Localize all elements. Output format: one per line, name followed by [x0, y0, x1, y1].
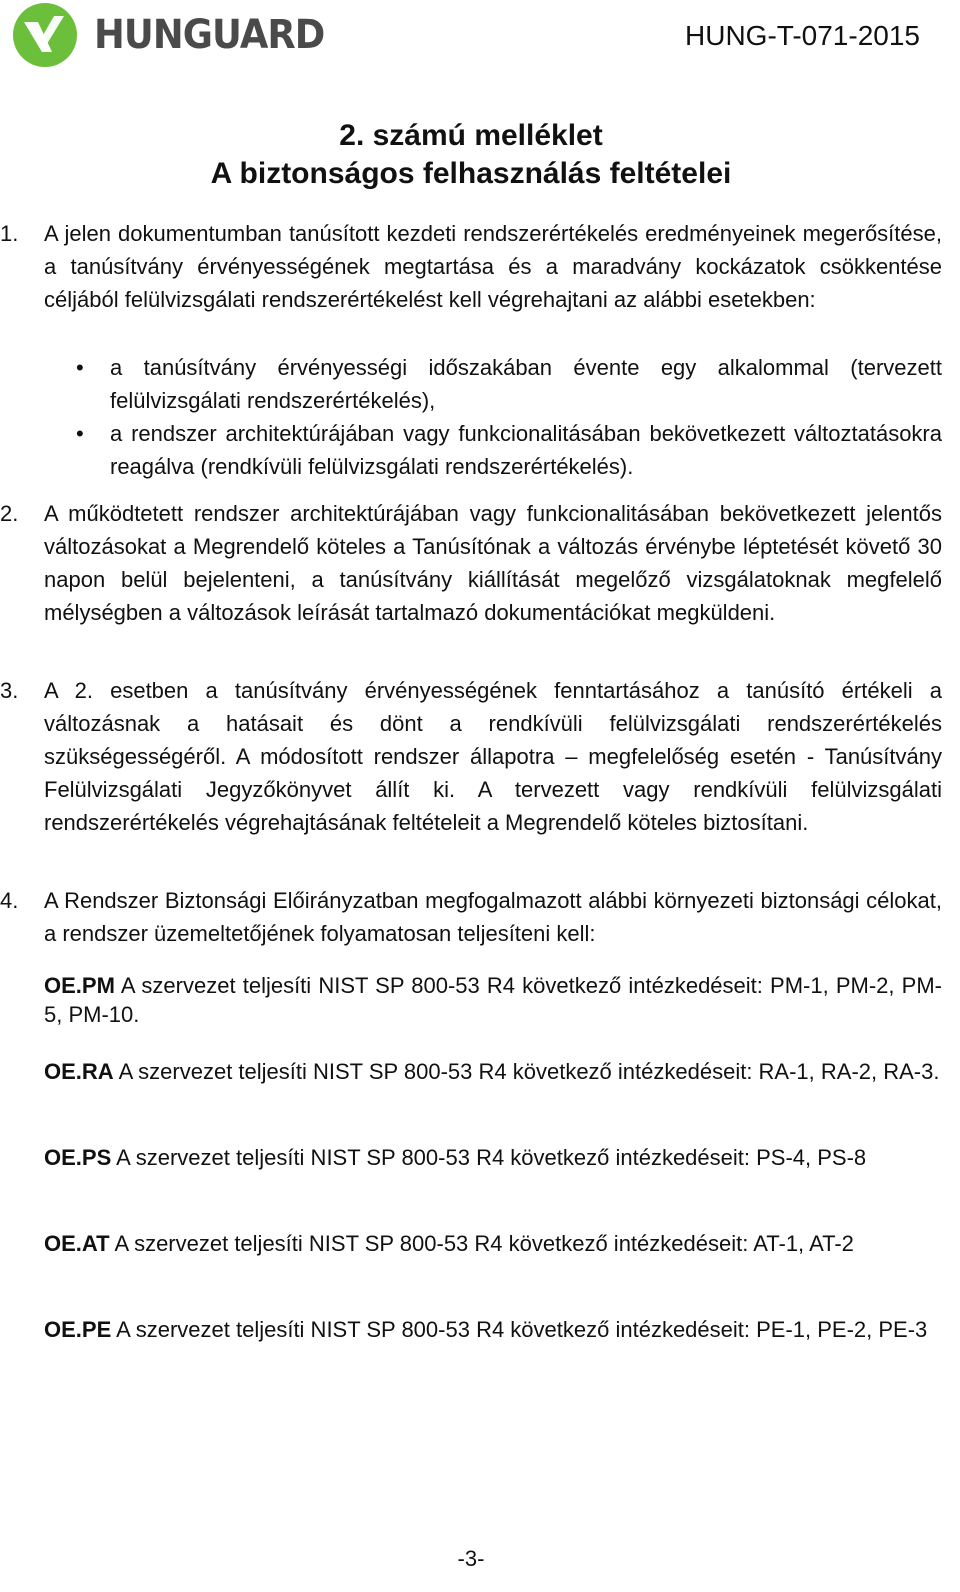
objective-code: OE.PE	[44, 1317, 112, 1342]
logo-text: HUNGUARD	[94, 12, 325, 58]
bullet-text: a rendszer architektúrájában vagy funkcionalitásában bekövetkezett változtatásokra reagálva (rendkívüli felülvizsgálati rendszerértékelés).	[110, 421, 942, 479]
page-header	[0, 0, 960, 80]
bullet-list	[0, 351, 942, 483]
objective-text: A szervezet teljesíti NIST SP 800-53 R4 következő intézkedéseit: PE-1, PE-2, PE-3	[111, 1317, 928, 1342]
checkmark-logo-icon	[12, 2, 78, 68]
list-item	[0, 884, 942, 950]
objective-pm	[44, 971, 942, 1029]
list-item	[0, 674, 942, 839]
objective-code: OE.PS	[44, 1145, 112, 1170]
objective-ra	[44, 1057, 942, 1086]
objective-code: OE.PM	[44, 973, 115, 998]
objective-pe	[44, 1315, 942, 1344]
objective-text: A szervezet teljesíti NIST SP 800-53 R4 következő intézkedéseit: PM-1, PM-2, PM-5, PM-10.	[44, 973, 942, 1027]
objective-text: A szervezet teljesíti NIST SP 800-53 R4 következő intézkedéseit: AT-1, AT-2	[109, 1231, 854, 1256]
item-number: 1.	[0, 221, 19, 246]
bullet-icon: •	[76, 421, 84, 446]
item-number: 2.	[0, 501, 19, 526]
list-item	[0, 497, 942, 629]
objective-text: A szervezet teljesíti NIST SP 800-53 R4 következő intézkedéseit: RA-1, RA-2, RA-3.	[113, 1059, 940, 1084]
document-id: HUNG-T-071-2015	[685, 20, 920, 51]
bullet-item	[76, 417, 942, 483]
item-text: A 2. esetben a tanúsítvány érvényességének fenntartásához a tanúsító értékeli a változásnak a hatásait és dönt a rendkívüli felülvizsgálati rendszerértékelés szükségességéről. A módosított rendszer állapotra – megfelelőség esetén - Tanúsítvány Felülvizsgálati Jegyzőkönyvet állít ki. A tervezett vagy rendkívüli felülvizsgálati rendszerértékelés végrehajtásának feltételeit a Megrendelő köteles biztosítani.	[44, 678, 942, 835]
objective-code: OE.RA	[44, 1059, 114, 1084]
bullet-item	[76, 351, 942, 417]
item-text: A Rendszer Biztonsági Előirányzatban megfogalmazott alábbi környezeti biztonsági célokat, a rendszer üzemeltetőjének folyamatosan teljesíteni kell:	[44, 888, 942, 946]
list-item	[0, 217, 942, 316]
item-text: A jelen dokumentumban tanúsított kezdeti rendszerértékelés eredményeinek megerősítése, a tanúsítvány érvényességének megtartása és a maradvány kockázatok csökkentése céljából felülvizsgálati rendszerértékelést kell végrehajtani az alábbi esetekben:	[44, 221, 942, 312]
objective-code: OE.AT	[44, 1231, 110, 1256]
annex-number: 2. számú melléklet	[339, 119, 603, 152]
page-number: -3-	[457, 1546, 485, 1571]
item-number: 3.	[0, 678, 19, 703]
objective-at	[44, 1229, 942, 1258]
page-title: A biztonságos felhasználás feltételei	[210, 157, 732, 190]
bullet-text: a tanúsítvány érvényességi időszakában évente egy alkalommal (tervezett felülvizsgálati rendszerértékelés),	[110, 355, 942, 413]
item-number: 4.	[0, 888, 19, 913]
bullet-icon: •	[76, 355, 84, 380]
objective-ps	[44, 1143, 942, 1172]
item-text: A működtetett rendszer architektúrájában vagy funkcionalitásában bekövetkezett jelentős változásokat a Megrendelő köteles a Tanúsítónak a változás érvénybe léptetését követő 30 napon belül bejelenteni, a tanúsítvány kiállítását megelőző vizsgálatoknak megfelelő mélységben a változások leírását tartalmazó dokumentációkat megküldeni.	[44, 501, 942, 625]
objective-text: A szervezet teljesíti NIST SP 800-53 R4 következő intézkedéseit: PS-4, PS-8	[111, 1145, 867, 1170]
hunguard-logo	[12, 2, 344, 68]
